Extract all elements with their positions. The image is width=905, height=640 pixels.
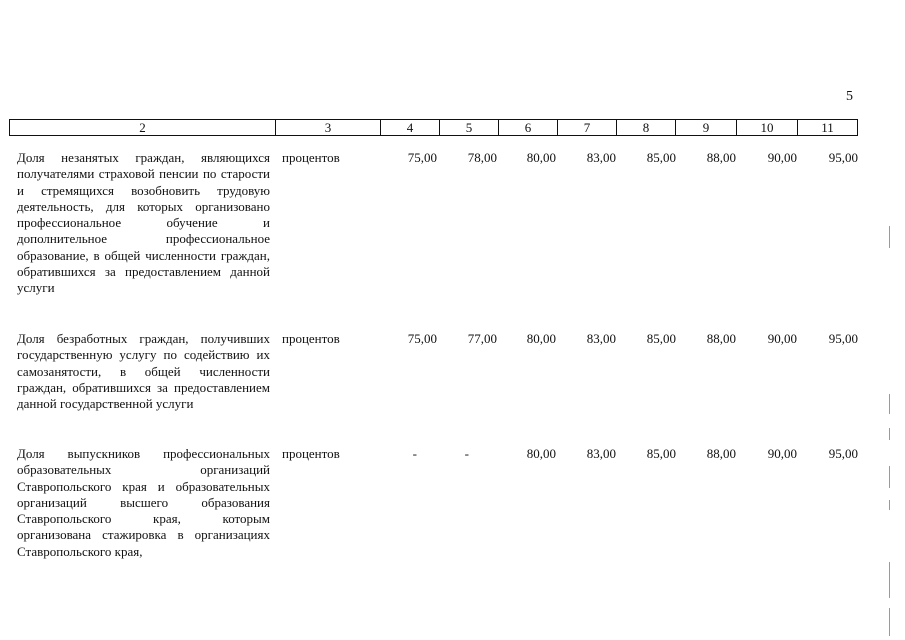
value-col-8: 85,00 — [646, 446, 676, 461]
scan-artifact — [889, 226, 890, 248]
value-col-9: 88,00 — [706, 446, 736, 461]
indicator-description: Доля незанятых граждан, являющихся получателями страховой пенсии по старости и стремящихся возобновить трудовую деятельность, для которых организовано профессиональное обучение и дополнительное профессиональное образование, в общей численности граждан, обратившихся за предоставлением данной услуги — [17, 150, 270, 296]
scan-artifact — [889, 500, 890, 510]
scan-artifact — [889, 608, 890, 636]
column-header-4: 4 — [406, 120, 414, 135]
value-col-7: 83,00 — [586, 150, 616, 165]
indicator-description: Доля безработных граждан, получивших государственную услугу по содействию их самозанятости, в общей численности граждан, обратившихся за предоставлением данной государственной услуги — [17, 331, 270, 412]
value-col-4: 75,00 — [407, 150, 437, 165]
scan-artifact — [889, 394, 890, 414]
scan-artifact — [889, 428, 890, 440]
value-col-4: 75,00 — [407, 331, 437, 346]
value-col-5: - — [464, 446, 469, 461]
value-col-10: 90,00 — [767, 150, 797, 165]
column-header-10: 10 — [760, 120, 774, 135]
column-header-3: 3 — [324, 120, 332, 135]
value-col-7: 83,00 — [586, 446, 616, 461]
scan-artifact — [889, 466, 890, 488]
value-col-6: 80,00 — [526, 446, 556, 461]
page-number: 5 — [846, 89, 853, 104]
value-col-4: - — [412, 446, 417, 461]
value-col-8: 85,00 — [646, 150, 676, 165]
column-header-5: 5 — [465, 120, 473, 135]
column-header-2: 2 — [139, 120, 146, 135]
unit-cell: процентов — [282, 446, 340, 461]
value-col-10: 90,00 — [767, 331, 797, 346]
value-col-10: 90,00 — [767, 446, 797, 461]
value-col-6: 80,00 — [526, 331, 556, 346]
column-header-8: 8 — [642, 120, 650, 135]
value-col-11: 95,00 — [828, 150, 858, 165]
value-col-5: 78,00 — [467, 150, 497, 165]
value-col-7: 83,00 — [586, 331, 616, 346]
scan-artifact — [889, 562, 890, 598]
table-header-row — [9, 119, 858, 136]
unit-cell: процентов — [282, 331, 340, 346]
column-header-6: 6 — [524, 120, 532, 135]
column-header-9: 9 — [702, 120, 710, 135]
value-col-8: 85,00 — [646, 331, 676, 346]
indicator-description: Доля выпускников профессиональных образовательных организаций Ставропольского края и образовательных организаций высшего образования Ставропольского края, которым организована стажировка в организациях Ставропольского края, — [17, 446, 270, 559]
value-col-9: 88,00 — [706, 150, 736, 165]
column-header-7: 7 — [583, 120, 591, 135]
value-col-6: 80,00 — [526, 150, 556, 165]
value-col-5: 77,00 — [467, 331, 497, 346]
unit-cell: процентов — [282, 150, 340, 165]
column-header-11: 11 — [821, 120, 834, 135]
value-col-9: 88,00 — [706, 331, 736, 346]
value-col-11: 95,00 — [828, 446, 858, 461]
value-col-11: 95,00 — [828, 331, 858, 346]
